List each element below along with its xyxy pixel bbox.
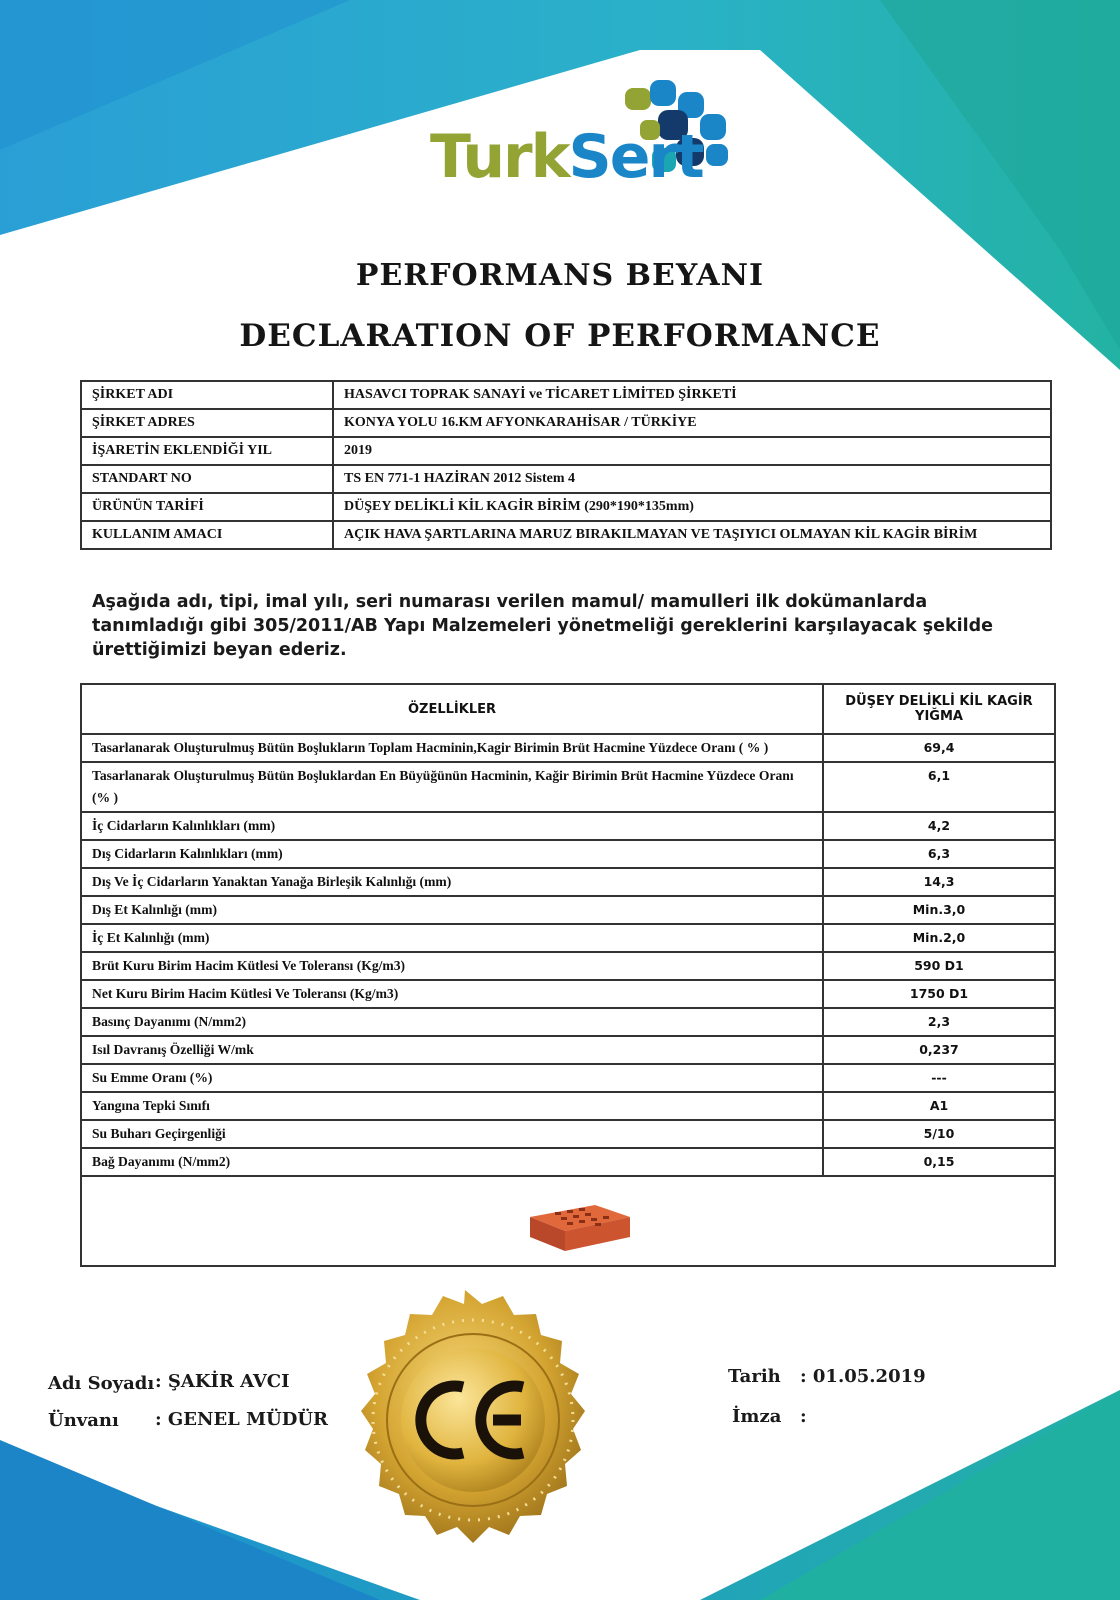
property-value: 590 D1 [823,952,1055,980]
property-label: Net Kuru Birim Hacim Kütlesi Ve Toleransı (Kg/m3) [81,980,823,1008]
date-value: : 01.05.2019 [800,1366,926,1387]
table-row [81,1092,1055,1120]
info-value: AÇIK HAVA ŞARTLARINA MARUZ BIRAKILMAYAN VE TAŞIYICI OLMAYAN KİL KAGİR BİRİM [333,521,1051,549]
info-row [81,437,1051,465]
property-value: 4,2 [823,812,1055,840]
property-value: 6,1 [823,762,1055,812]
table-row [81,734,1055,762]
info-row [81,381,1051,409]
property-label: Dış Cidarların Kalınlıkları (mm) [81,840,823,868]
logo-part-turk: Turk [430,122,569,192]
info-label: STANDART NO [81,465,333,493]
info-label: ÜRÜNÜN TARİFİ [81,493,333,521]
sign-value: : [800,1406,807,1427]
property-label: İç Cidarların Kalınlıkları (mm) [81,812,823,840]
table-row [81,896,1055,924]
table-row [81,1120,1055,1148]
property-value: --- [823,1064,1055,1092]
property-value: A1 [823,1092,1055,1120]
table-row [81,840,1055,868]
info-value: TS EN 771-1 HAZİRAN 2012 Sistem 4 [333,465,1051,493]
table-row [81,868,1055,896]
table-row [81,1064,1055,1092]
info-row [81,493,1051,521]
info-row [81,521,1051,549]
property-label: Tasarlanarak Oluşturulmuş Bütün Boşlukların Toplam Hacminin,Kagir Birimin Brüt Hacmine Yüzdece Oranı ( % ) [81,734,823,762]
property-label: Dış Ve İç Cidarların Yanaktan Yanağa Birleşik Kalınlığı (mm) [81,868,823,896]
sign-label: İmza [732,1406,782,1427]
table-row [81,1008,1055,1036]
company-info-table [80,380,1052,550]
title-english: DECLARATION OF PERFORMANCE [239,318,881,354]
info-label: KULLANIM AMACI [81,521,333,549]
property-value: 5/10 [823,1120,1055,1148]
info-value: DÜŞEY DELİKLİ KİL KAGİR BİRİM (290*190*135mm) [333,493,1051,521]
info-label: İŞARETİN EKLENDİĞİ YIL [81,437,333,465]
table-row [81,980,1055,1008]
ce-gold-seal [335,1285,595,1585]
info-value: KONYA YOLU 16.KM AFYONKARAHİSAR / TÜRKİYE [333,409,1051,437]
info-label: ŞİRKET ADRES [81,409,333,437]
table-row [81,952,1055,980]
turksert-logo [430,70,750,200]
property-label: Dış Et Kalınlığı (mm) [81,896,823,924]
logo-part-sert: Sert [568,122,703,192]
header-properties: ÖZELLİKLER [81,684,823,734]
property-label: Isıl Davranış Özelliği W/mk [81,1036,823,1064]
logo-wordmark [430,122,703,192]
info-label: ŞİRKET ADI [81,381,333,409]
info-value: 2019 [333,437,1051,465]
title-value: : GENEL MÜDÜR [155,1409,328,1430]
table-row [81,812,1055,840]
info-row [81,465,1051,493]
property-value: Min.2,0 [823,924,1055,952]
date-label: Tarih [728,1366,781,1387]
brick-product-image [525,1195,635,1255]
property-value: 1750 D1 [823,980,1055,1008]
property-label: Brüt Kuru Birim Hacim Kütlesi Ve Toleransı (Kg/m3) [81,952,823,980]
property-label: Yangına Tepki Sınıfı [81,1092,823,1120]
info-row [81,409,1051,437]
property-value: 6,3 [823,840,1055,868]
table-row [81,1036,1055,1064]
property-value: 0,15 [823,1148,1055,1176]
table-row [81,924,1055,952]
title-label: Ünvanı [48,1410,119,1431]
property-value: Min.3,0 [823,896,1055,924]
title-turkish: PERFORMANS BEYANI [355,258,765,293]
property-value: 2,3 [823,1008,1055,1036]
property-value: 0,237 [823,1036,1055,1064]
header-product: DÜŞEY DELİKLİ KİL KAGİR YIĞMA [823,684,1055,734]
declaration-paragraph: Aşağıda adı, tipi, imal yılı, seri numarası verilen mamul/ mamulleri ilk dokümanlarda tanımladığı gibi 305/2011/AB Yapı Malzemeleri yönetmeliği gereklerini karşılayacak şekilde ürettiğimizi beyan ederiz. [92,592,994,660]
property-label: Su Buharı Geçirgenliği [81,1120,823,1148]
info-value: HASAVCI TOPRAK SANAYİ ve TİCARET LİMİTED ŞİRKETİ [333,381,1051,409]
property-label: Tasarlanarak Oluşturulmuş Bütün Boşluklardan En Büyüğünün Hacminin, Kağir Birimin Brüt Hacmine Yüzdece Oranı (% ) [81,762,823,812]
property-label: Su Emme Oranı (%) [81,1064,823,1092]
name-value: : ŞAKİR AVCI [155,1371,290,1392]
property-label: Bağ Dayanımı (N/mm2) [81,1148,823,1176]
property-label: İç Et Kalınlığı (mm) [81,924,823,952]
table-row [81,762,1055,812]
table-header-row [81,684,1055,734]
property-value: 69,4 [823,734,1055,762]
properties-table [80,683,1056,1267]
property-value: 14,3 [823,868,1055,896]
name-label: Adı Soyadı [48,1373,155,1394]
property-label: Basınç Dayanımı (N/mm2) [81,1008,823,1036]
table-row [81,1148,1055,1176]
